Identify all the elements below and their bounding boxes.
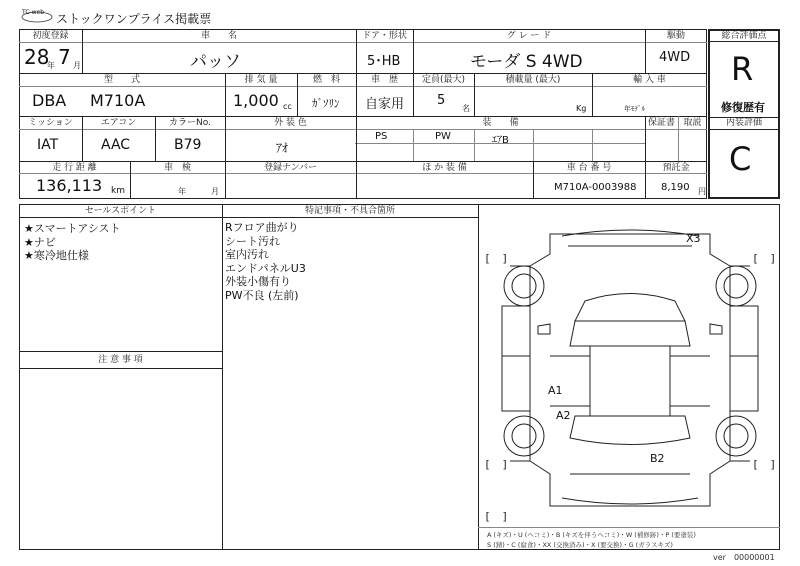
interior-grade: C <box>729 140 752 178</box>
year-unit: 年 <box>47 61 55 70</box>
hdr-history: 車 歴 <box>370 75 398 85</box>
drive: 4WD <box>659 50 691 65</box>
damage-a1: A1 <box>548 384 563 397</box>
list-item: 外装小傷有り <box>225 275 291 288</box>
displacement: 1,000 <box>233 91 279 110</box>
overall-label: 修復歴有 <box>721 101 765 114</box>
cc-unit: cc <box>283 102 292 111</box>
hdr-other-equip: ほ か 装 備 <box>422 163 467 173</box>
legend-line-2: S (錆)・C (腐食)・XX (交換済み)・X (要交換)・G (ガラスキズ) <box>487 541 673 549</box>
hdr-color-no: カラーNo. <box>169 118 211 128</box>
first-reg-month: 7 <box>58 45 71 69</box>
legend-line-1: A (キズ)・U (ヘコミ)・B (キズを伴うヘコミ)・W (補修跡)・P (要塗装) <box>487 531 696 539</box>
hdr-ext-color: 外 装 色 <box>274 118 307 128</box>
chassis: M710A-0003988 <box>554 182 637 193</box>
hdr-warranty: 保証書 <box>647 118 675 128</box>
list-item: ★ナビ <box>24 235 56 249</box>
list-item: PW不良 (左前) <box>225 288 299 302</box>
mileage: 136,113 <box>36 176 103 195</box>
hdr-plate: 登録ナンバー <box>264 163 317 173</box>
hdr-aircon: エアコン <box>100 118 137 128</box>
car-name: パッソ <box>190 52 241 72</box>
hdr-door: ドア・形状 <box>362 31 407 41</box>
hdr-displacement: 排 気 量 <box>244 75 278 85</box>
aircon: AAC <box>101 137 131 153</box>
hdr-fuel: 燃 料 <box>312 75 340 85</box>
remarks-list <box>225 221 306 302</box>
history: 自家用 <box>365 97 405 112</box>
insp-month: 月 <box>211 187 219 196</box>
deposit: 8,190 <box>661 182 690 193</box>
hdr-type: 型 式 <box>103 75 140 85</box>
list-item: エンドパネルU3 <box>225 261 306 275</box>
hdr-drive: 駆動 <box>666 31 685 41</box>
overall-grade: R <box>731 50 754 88</box>
bracket-rear-right: [ ] <box>752 458 777 471</box>
hdr-notes: 注 意 事 項 <box>98 355 143 365</box>
hdr-car: 車 名 <box>200 31 237 41</box>
type: M710A <box>90 91 146 110</box>
equip-pw: PW <box>435 131 451 142</box>
equip-ps: PS <box>375 131 388 142</box>
mission: IAT <box>37 137 59 153</box>
hdr-overall: 総合評価点 <box>721 31 767 41</box>
list-item: 室内汚れ <box>225 248 269 261</box>
ext-color: ｱｵ <box>276 141 289 155</box>
hdr-mission: ミッション <box>28 118 73 128</box>
hdr-grade: グ レ ー ド <box>506 31 552 41</box>
equip-airbag: ｴｱB <box>492 135 509 146</box>
first-reg-year: 28 <box>24 45 50 69</box>
month-unit: 月 <box>73 61 81 70</box>
hdr-inspection: 車 検 <box>163 163 191 173</box>
list-item: ★スマートアシスト <box>24 222 121 235</box>
damage-b2: B2 <box>650 452 665 465</box>
load-unit: Kg <box>576 104 587 113</box>
hdr-sales: セールスポイント <box>84 206 157 216</box>
logo-text: TC-web <box>22 9 45 16</box>
color-no: B79 <box>174 137 202 153</box>
grade: モーダ S 4WD <box>470 52 583 72</box>
door-shape: 5･HB <box>367 54 401 69</box>
yen-unit: 円 <box>698 187 706 196</box>
hdr-load: 積載量 (最大) <box>505 75 561 85</box>
page-title: ストックワンプライス掲載票 <box>56 12 212 26</box>
hdr-import: 輸 入 車 <box>633 75 666 85</box>
bracket-front-right: [ ] <box>752 252 777 265</box>
list-item: シート汚れ <box>225 234 280 248</box>
version: ver 00000001 <box>713 553 775 562</box>
hdr-chassis: 車 台 番 号 <box>566 163 612 173</box>
km-unit: km <box>111 186 125 196</box>
damage-x3: X3 <box>686 232 701 245</box>
import-note: 年ﾓﾃﾞﾙ <box>624 105 645 113</box>
car-diagram-icon <box>480 206 778 526</box>
type-prefix: DBA <box>32 91 67 110</box>
hdr-capacity: 定員(最大) <box>421 75 466 85</box>
bracket-front-left: [ ] <box>484 252 509 265</box>
bracket-rear-left: [ ] <box>484 458 509 471</box>
capacity-unit: 名 <box>462 104 470 113</box>
insp-year: 年 <box>178 187 186 196</box>
damage-a2: A2 <box>556 409 571 422</box>
hdr-manual: 取説 <box>683 118 702 128</box>
hdr-remarks: 特記事項・不具合箇所 <box>304 206 395 216</box>
bracket-bottom: [ ] <box>484 510 509 523</box>
list-item: Rフロア曲がり <box>225 221 299 234</box>
sales-list <box>24 222 121 263</box>
logo <box>20 9 54 23</box>
hdr-deposit: 預託金 <box>662 163 690 173</box>
hdr-equipment: 装 備 <box>482 118 519 128</box>
hdr-mileage: 走 行 距 離 <box>52 163 97 173</box>
fuel: ｶﾞｿﾘﾝ <box>312 97 340 110</box>
hdr-first-reg: 初度登録 <box>32 31 69 41</box>
list-item: ★寒冷地仕様 <box>24 249 89 262</box>
hdr-interior: 内装評価 <box>725 118 762 128</box>
capacity: 5 <box>437 93 446 108</box>
